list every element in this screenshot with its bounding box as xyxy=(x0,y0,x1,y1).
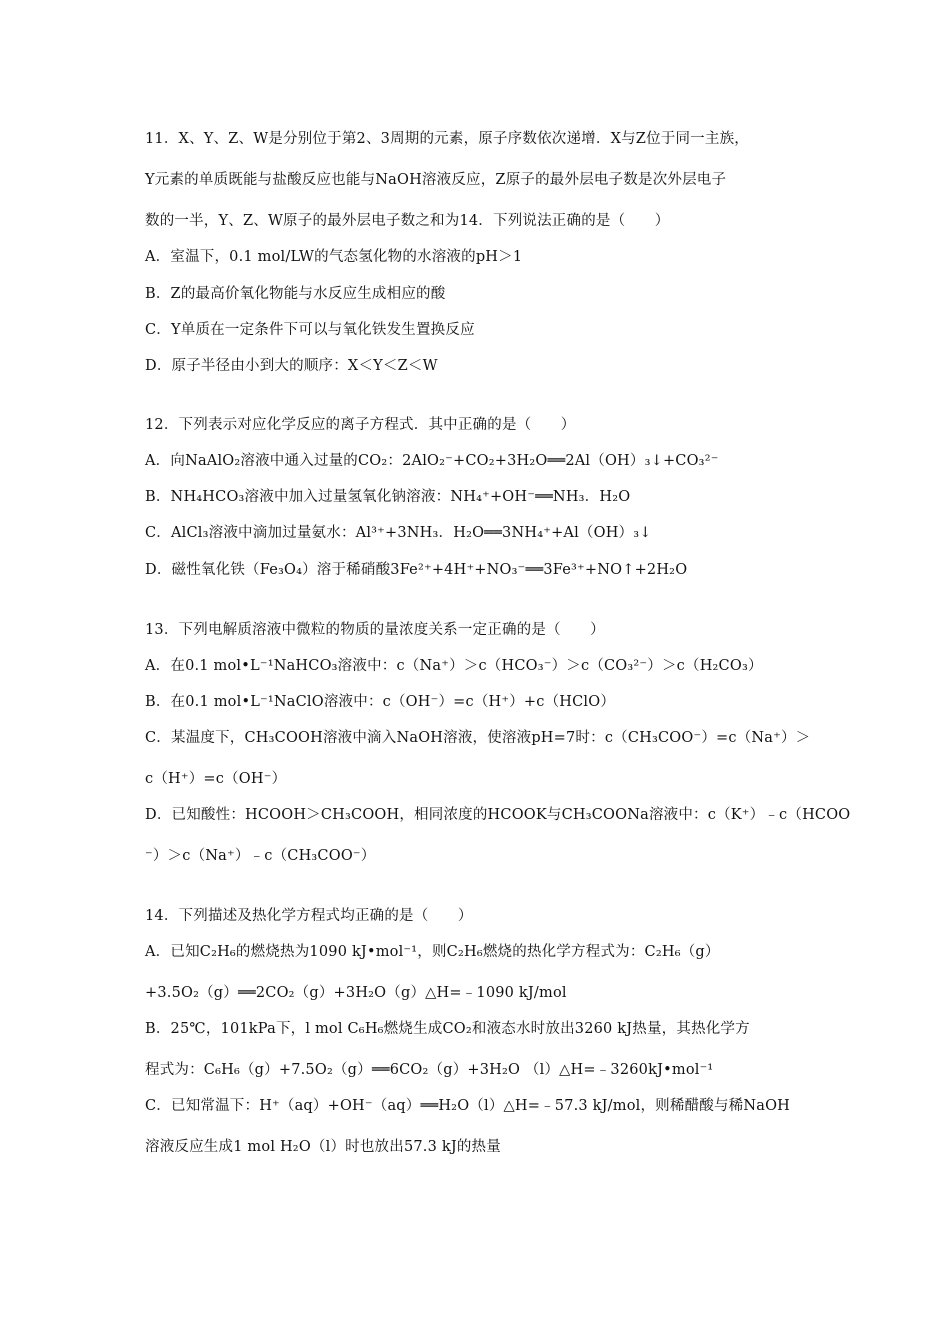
q13-option-a: A．在0.1 mol•L⁻¹NaHCO₃溶液中：c（Na⁺）＞c（HCO₃⁻）＞c（CO₃²⁻）＞c（H₂CO₃） xyxy=(145,658,763,674)
q13-option-c-line-2: c（H⁺）=c（OH⁻） xyxy=(145,771,287,787)
q11-option-a: A．室温下，0.1 mol/LW的气态氢化物的水溶液的pH＞1 xyxy=(145,249,523,265)
q12-option-a: A．向NaAlO₂溶液中通入过量的CO₂：2AlO₂⁻+CO₂+3H₂O══2Al（OH）₃↓+CO₃²⁻ xyxy=(145,453,719,469)
q13-option-d-line-2: ⁻）＞c（Na⁺）﹣c（CH₃COO⁻） xyxy=(145,848,376,864)
q13-option-c-line-1: C．某温度下，CH₃COOH溶液中滴入NaOH溶液，使溶液pH=7时：c（CH₃COO⁻）=c（Na⁺）＞ xyxy=(145,730,811,746)
q11-option-c: C．Y单质在一定条件下可以与氧化铁发生置换反应 xyxy=(145,322,475,338)
q14-option-c-line-2: 溶液反应生成1 mol H₂O（l）时也放出57.3 kJ的热量 xyxy=(145,1139,501,1155)
q14-option-c-line-1: C．已知常温下：H⁺（aq）+OH⁻（aq）══H₂O（l）△H=﹣57.3 kJ/mol，则稀醋酸与稀NaOH xyxy=(145,1098,791,1114)
q13-option-b: B．在0.1 mol•L⁻¹NaClO溶液中：c（OH⁻）=c（H⁺）+c（HClO） xyxy=(145,694,616,710)
q12-option-b: B．NH₄HCO₃溶液中加入过量氢氧化钠溶液：NH₄⁺+OH⁻══NH₃．H₂O xyxy=(145,489,631,505)
q13-stem: 13．下列电解质溶液中微粒的物质的量浓度关系一定正确的是（ ） xyxy=(145,622,605,638)
q11-option-d: D．原子半径由小到大的顺序：X＜Y＜Z＜W xyxy=(145,358,438,374)
q11-stem-line-3: 数的一半，Y、Z、W原子的最外层电子数之和为14．下列说法正确的是（ ） xyxy=(145,213,670,229)
q13-option-d-line-1: D．已知酸性：HCOOH＞CH₃COOH，相同浓度的HCOOK与CH₃COONa溶液中：c（K⁺）﹣c（HCOO xyxy=(145,807,851,823)
q14-option-b-line-1: B．25℃，101kPa下，l mol C₆H₆燃烧生成CO₂和液态水时放出3260 kJ热量，其热化学方 xyxy=(145,1021,750,1037)
q14-option-b-line-2: 程式为：C₆H₆（g）+7.5O₂（g）══6CO₂（g）+3H₂O （l）△H=﹣3260kJ•mol⁻¹ xyxy=(145,1062,714,1078)
q11-option-b: B．Z的最高价氧化物能与水反应生成相应的酸 xyxy=(145,286,446,302)
q12-stem: 12．下列表示对应化学反应的离子方程式．其中正确的是（ ） xyxy=(145,417,576,433)
q12-option-c: C．AlCl₃溶液中滴加过量氨水：Al³⁺+3NH₃．H₂O══3NH₄⁺+Al（OH）₃↓ xyxy=(145,525,652,541)
q11-stem-line-1: 11．X、Y、Z、W是分别位于第2、3周期的元素，原子序数依次递增．X与Z位于同一主族， xyxy=(145,131,749,147)
q11-stem-line-2: Y元素的单质既能与盐酸反应也能与NaOH溶液反应，Z原子的最外层电子数是次外层电子 xyxy=(145,172,727,188)
q14-stem: 14．下列描述及热化学方程式均正确的是（ ） xyxy=(145,908,473,924)
q14-option-a-line-1: A．已知C₂H₆的燃烧热为1090 kJ•mol⁻¹，则C₂H₆燃烧的热化学方程式为：C₂H₆（g） xyxy=(145,944,720,960)
q12-option-d: D．磁性氧化铁（Fe₃O₄）溶于稀硝酸3Fe²⁺+4H⁺+NO₃⁻══3Fe³⁺+NO↑+2H₂O xyxy=(145,562,688,578)
q14-option-a-line-2: +3.5O₂（g）══2CO₂（g）+3H₂O（g）△H=﹣1090 kJ/mol xyxy=(145,985,567,1001)
